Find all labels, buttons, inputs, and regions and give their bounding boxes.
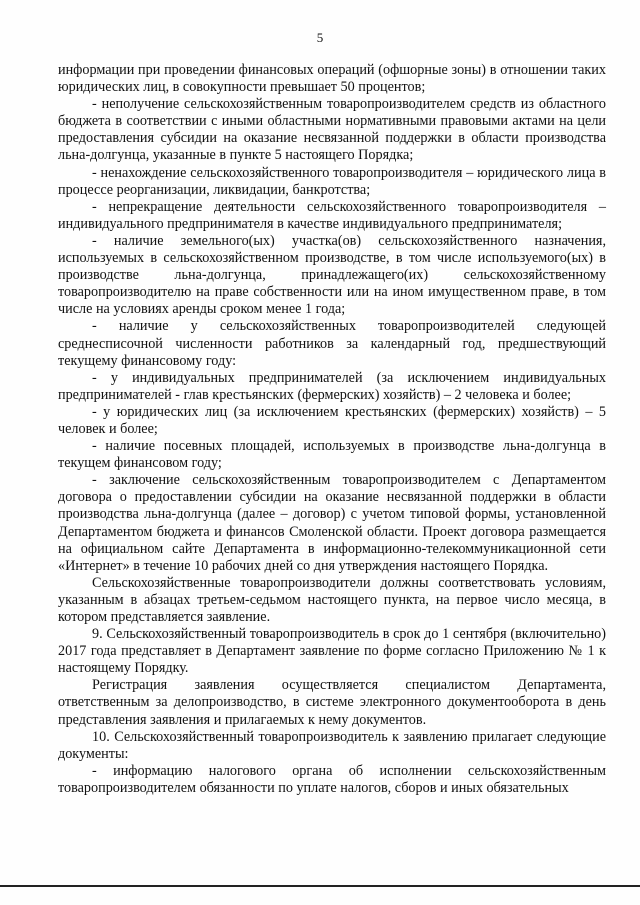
- paragraph: - информацию налогового органа об исполнении сельскохозяйственным товаропроизводителем обязанности по уплате налогов, сборов и иных обязательных: [58, 762, 606, 796]
- document-body: [58, 62, 606, 797]
- paragraph: - непрекращение деятельности сельскохозяйственного товаропроизводителя – индивидуального предпринимателя в качестве индивидуального предпринимателя;: [58, 198, 606, 232]
- page-number: 5: [316, 30, 324, 45]
- paragraph: 9. Сельскохозяйственный товаропроизводитель в срок до 1 сентября (включительно) 2017 года представляет в Департамент заявление по форме согласно Приложению № 1 к настоящему Порядку.: [58, 626, 606, 677]
- paragraph: Сельскохозяйственные товаропроизводители должны соответствовать условиям, указанным в абзацах третьем-седьмом настоящего пункта, на первое число месяца, в котором представляется заявление.: [58, 574, 606, 625]
- paragraph: - неполучение сельскохозяйственным товаропроизводителем средств из областного бюджета в соответствии с иными областными нормативными правовыми актами на цели предоставления субсидии на оказание несвязанной поддержки в области производства льна-долгунца, указанные в пункте 5 настоящего Порядка;: [58, 96, 606, 164]
- paragraph: информации при проведении финансовых операций (офшорные зоны) в отношении таких юридических лиц, в совокупности превышает 50 процентов;: [58, 62, 606, 96]
- paragraph: - у юридических лиц (за исключением крестьянских (фермерских) хозяйств) – 5 человек и более;: [58, 403, 606, 437]
- paragraph: - наличие земельного(ых) участка(ов) сельскохозяйственного назначения, используемых в сельскохозяйственном производстве, в том числе используемого(ых) в производстве льна-долгунца, принадлежащего(их) сельскохозяйственному товаропроизводителю на праве собственности или на ином имущественном праве, в том числе на условиях аренды сроком менее 1 года;: [58, 232, 606, 318]
- paragraph: 10. Сельскохозяйственный товаропроизводитель к заявлению прилагает следующие документы:: [58, 728, 606, 762]
- paragraph: - у индивидуальных предпринимателей (за исключением индивидуальных предпринимателей - глав крестьянских (фермерских) хозяйств) – 2 человека и более;: [58, 369, 606, 403]
- page-bottom-rule: [0, 885, 640, 887]
- paragraph: - наличие посевных площадей, используемых в производстве льна-долгунца в текущем финансовом году;: [58, 438, 606, 472]
- paragraph: - ненахождение сельскохозяйственного товаропроизводителя – юридического лица в процессе реорганизации, ликвидации, банкротства;: [58, 164, 606, 198]
- paragraph: - наличие у сельскохозяйственных товаропроизводителей следующей среднесписочной численности работников за календарный год, предшествующий текущему финансовому году:: [58, 318, 606, 369]
- paragraph: Регистрация заявления осуществляется специалистом Департамента, ответственным за делопроизводство, в системе электронного документооборота в день представления заявления и прилагаемых к нему документов.: [58, 677, 606, 728]
- paragraph: - заключение сельскохозяйственным товаропроизводителем с Департаментом договора о предоставлении субсидии на оказание несвязанной поддержки в области производства льна-долгунца (далее – договор) с учетом типовой формы, установленной Департаментом бюджета и финансов Смоленской области. Проект договора размещается на официальном сайте Департамента в информационно-телекоммуникационной сети «Интернет» в течение 10 рабочих дней со дня утверждения настоящего Порядка.: [58, 472, 606, 574]
